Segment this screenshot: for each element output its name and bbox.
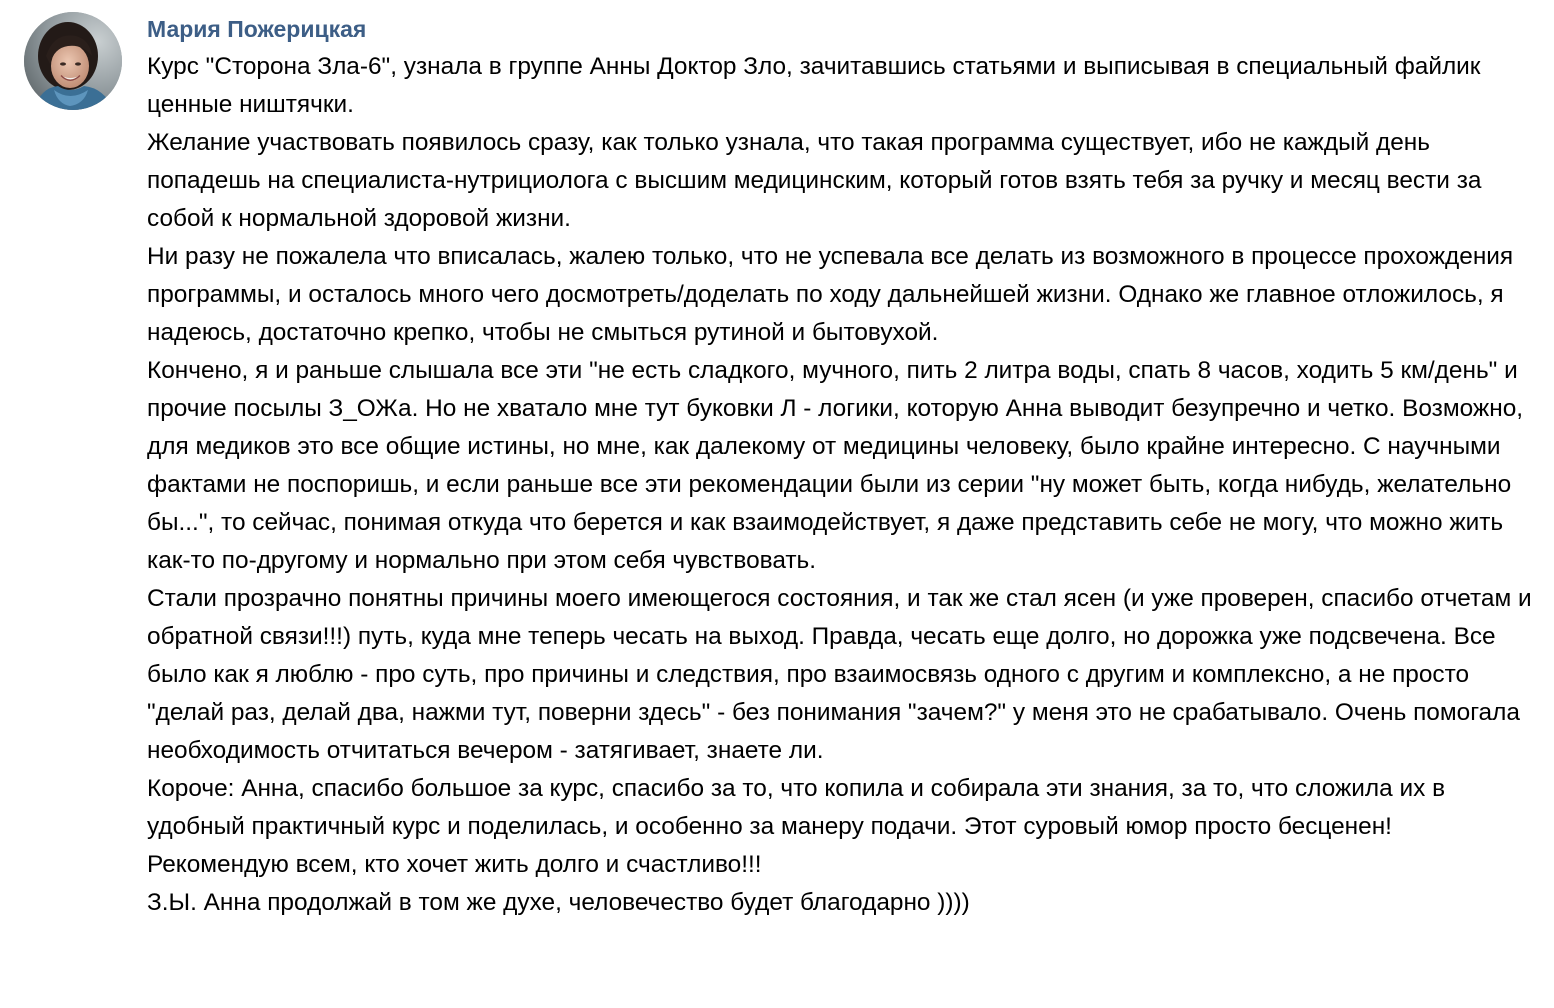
post-paragraph-7: З.Ы. Анна продолжай в том же духе, человечество будет благодарно )))) — [147, 889, 970, 916]
author-avatar[interactable] — [24, 12, 122, 110]
author-name-link[interactable]: Мария Пожерицкая — [147, 16, 367, 42]
post-paragraph-4: Кончено, я и раньше слышала все эти "не есть сладкого, мучного, пить 2 литра воды, спать 8 часов, ходить 5 км/день" и прочие посылы З_ОЖа. Но не хватало мне тут буковки Л - логики, которую Анна выводит безупречно и четко. Возможно, для медиков это все общие истины, но мне, как далекому от медицины человеку, было крайне интересно. С научными фактами не поспоришь, и если раньше все эти рекомендации были из серии "ну может быть, когда нибудь, желательно бы...", то сейчас, понимая откуда что берется и как взаимодействует, я даже представить себе не могу, что можно жить как-то по-другому и нормально при этом себя чувствовать. — [147, 357, 1524, 574]
post-paragraph-1: Курс "Сторона Зла-6", узнала в группе Анны Доктор Зло, зачитавшись статьями и выписывая в специальный файлик ценные ништячки. — [147, 53, 1481, 118]
post-content — [147, 10, 1537, 922]
post-paragraph-3: Ни разу не пожалела что вписалась, жалею только, что не успевала все делать из возможного в процессе прохождения программы, и осталось много чего досмотреть/доделать по ходу дальнейшей жизни. Однако же главное отложилось, я надеюсь, достаточно крепко, чтобы не смыться рутиной и бытовухой. — [147, 243, 1514, 346]
post-text — [147, 48, 1537, 922]
post-paragraph-2: Желание участвовать появилось сразу, как только узнала, что такая программа существует, ибо не каждый день попадешь на специалиста-нутрициолога с высшим медицинским, который готов взять тебя за ручку и месяц вести за собой к нормальной здоровой жизни. — [147, 129, 1482, 232]
post-paragraph-6: Короче: Анна, спасибо большое за курс, спасибо за то, что копила и собирала эти знания, за то, что сложила их в удобный практичный курс и поделилась, и особенно за манеру подачи. Этот суровый юмор просто бесценен! Рекомендую всем, кто хочет жить долго и счастливо!!! — [147, 775, 1446, 878]
user-avatar-photo-icon — [24, 12, 122, 110]
post-paragraph-5: Стали прозрачно понятны причины моего имеющегося состояния, и так же стал ясен (и уже проверен, спасибо отчетам и обратной связи!!!) путь, куда мне теперь чесать на выход. Правда, чесать еще долго, но дорожка уже подсвечена. Все было как я люблю - про суть, про причины и следствия, про взаимосвязь одного с другим и комплексно, а не просто "делай раз, делай два, нажми тут, поверни здесь" - без понимания "зачем?" у меня это не срабатывало. Очень помогала необходимость отчитаться вечером - затягивает, знаете ли. — [147, 585, 1532, 764]
